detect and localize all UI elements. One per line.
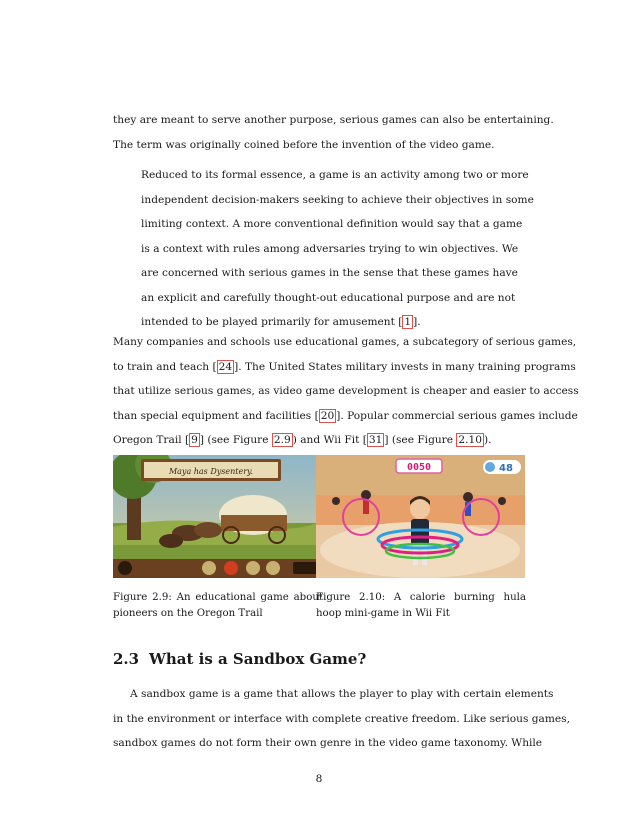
citation-link[interactable]: 31	[368, 434, 383, 446]
oregon-trail-illustration	[113, 455, 322, 578]
text-line: A sandbox game is a game that allows the player to play with certain elements	[130, 688, 554, 700]
figure-oregon-trail-image	[113, 455, 322, 578]
figure-2-9-caption: Figure 2.9: An educational game about pioneers on the Oregon Trail	[113, 592, 323, 619]
paragraph-intro	[113, 108, 554, 157]
quote-line: is a context with rules among adversaries trying to win objectives. We	[141, 242, 519, 255]
section-title: What is a Sandbox Game?	[149, 650, 367, 668]
citation-link[interactable]: 9	[191, 434, 198, 446]
quote-line: are concerned with serious games in the sense that these games have	[141, 267, 518, 279]
figure-reference-link[interactable]: 2.10	[458, 434, 482, 446]
text-line: Many companies and schools use educational games, a subcategory of serious games,	[113, 336, 577, 348]
text-line: they are meant to serve another purpose, serious games can also be entertaining.	[113, 114, 554, 126]
text-line: Oregon Trail [ 9 ] (see Figure 2.9 ) and Wii Fit [ 31 ] (see Figure 2.10 ).	[113, 434, 492, 446]
quote-line: an explicit and carefully thought-out educational purpose and are not	[141, 291, 516, 304]
timer-value: 48	[499, 463, 513, 474]
figure-reference-link[interactable]: 2.9	[273, 434, 291, 446]
clock-icon	[485, 462, 495, 472]
text-line: that utilize serious games, as video game development is cheaper and easier to access	[113, 385, 579, 397]
citation-link[interactable]: 20	[320, 409, 335, 422]
quote-line: limiting context. A more conventional definition would say that a game	[141, 218, 523, 230]
text-line: The term was originally coined before the invention of the video game.	[113, 138, 495, 151]
figure-wii-fit-image	[316, 455, 525, 578]
paragraph-educational-games	[113, 330, 579, 453]
text-line: than special equipment and facilities [ 20 ]. Popular commercial serious games include	[113, 409, 578, 422]
page-number: 8	[315, 773, 323, 785]
section-number: 2.3	[113, 650, 140, 668]
quote-line: independent decision-makers seeking to achieve their objectives in some	[141, 193, 534, 206]
paragraph-sandbox	[113, 682, 570, 756]
score-counter: 0050	[406, 462, 432, 473]
section-heading	[113, 650, 366, 668]
quote-line: Reduced to its formal essence, a game is an activity among two or more	[141, 169, 529, 181]
text-line: sandbox games do not form their own genre in the video game taxonomy. While	[113, 737, 543, 749]
quote-line: intended to be played primarily for amusement [ 1 ].	[141, 316, 421, 328]
text-line: in the environment or interface with complete creative freedom. Like serious games,	[113, 712, 570, 725]
text-line: to train and teach [ 24 ]. The United States military invests in many training programs	[113, 360, 576, 373]
block-quote	[141, 163, 534, 335]
citation-link[interactable]: 24	[218, 360, 233, 373]
figure-2-10-caption: Figure 2.10: A calorie burning hula hoop mini-game in Wii Fit	[316, 592, 526, 619]
wii-fit-illustration	[316, 455, 525, 578]
citation-link[interactable]: 1	[404, 316, 412, 328]
game-dialog-text: Maya has Dysentery.	[168, 467, 254, 476]
